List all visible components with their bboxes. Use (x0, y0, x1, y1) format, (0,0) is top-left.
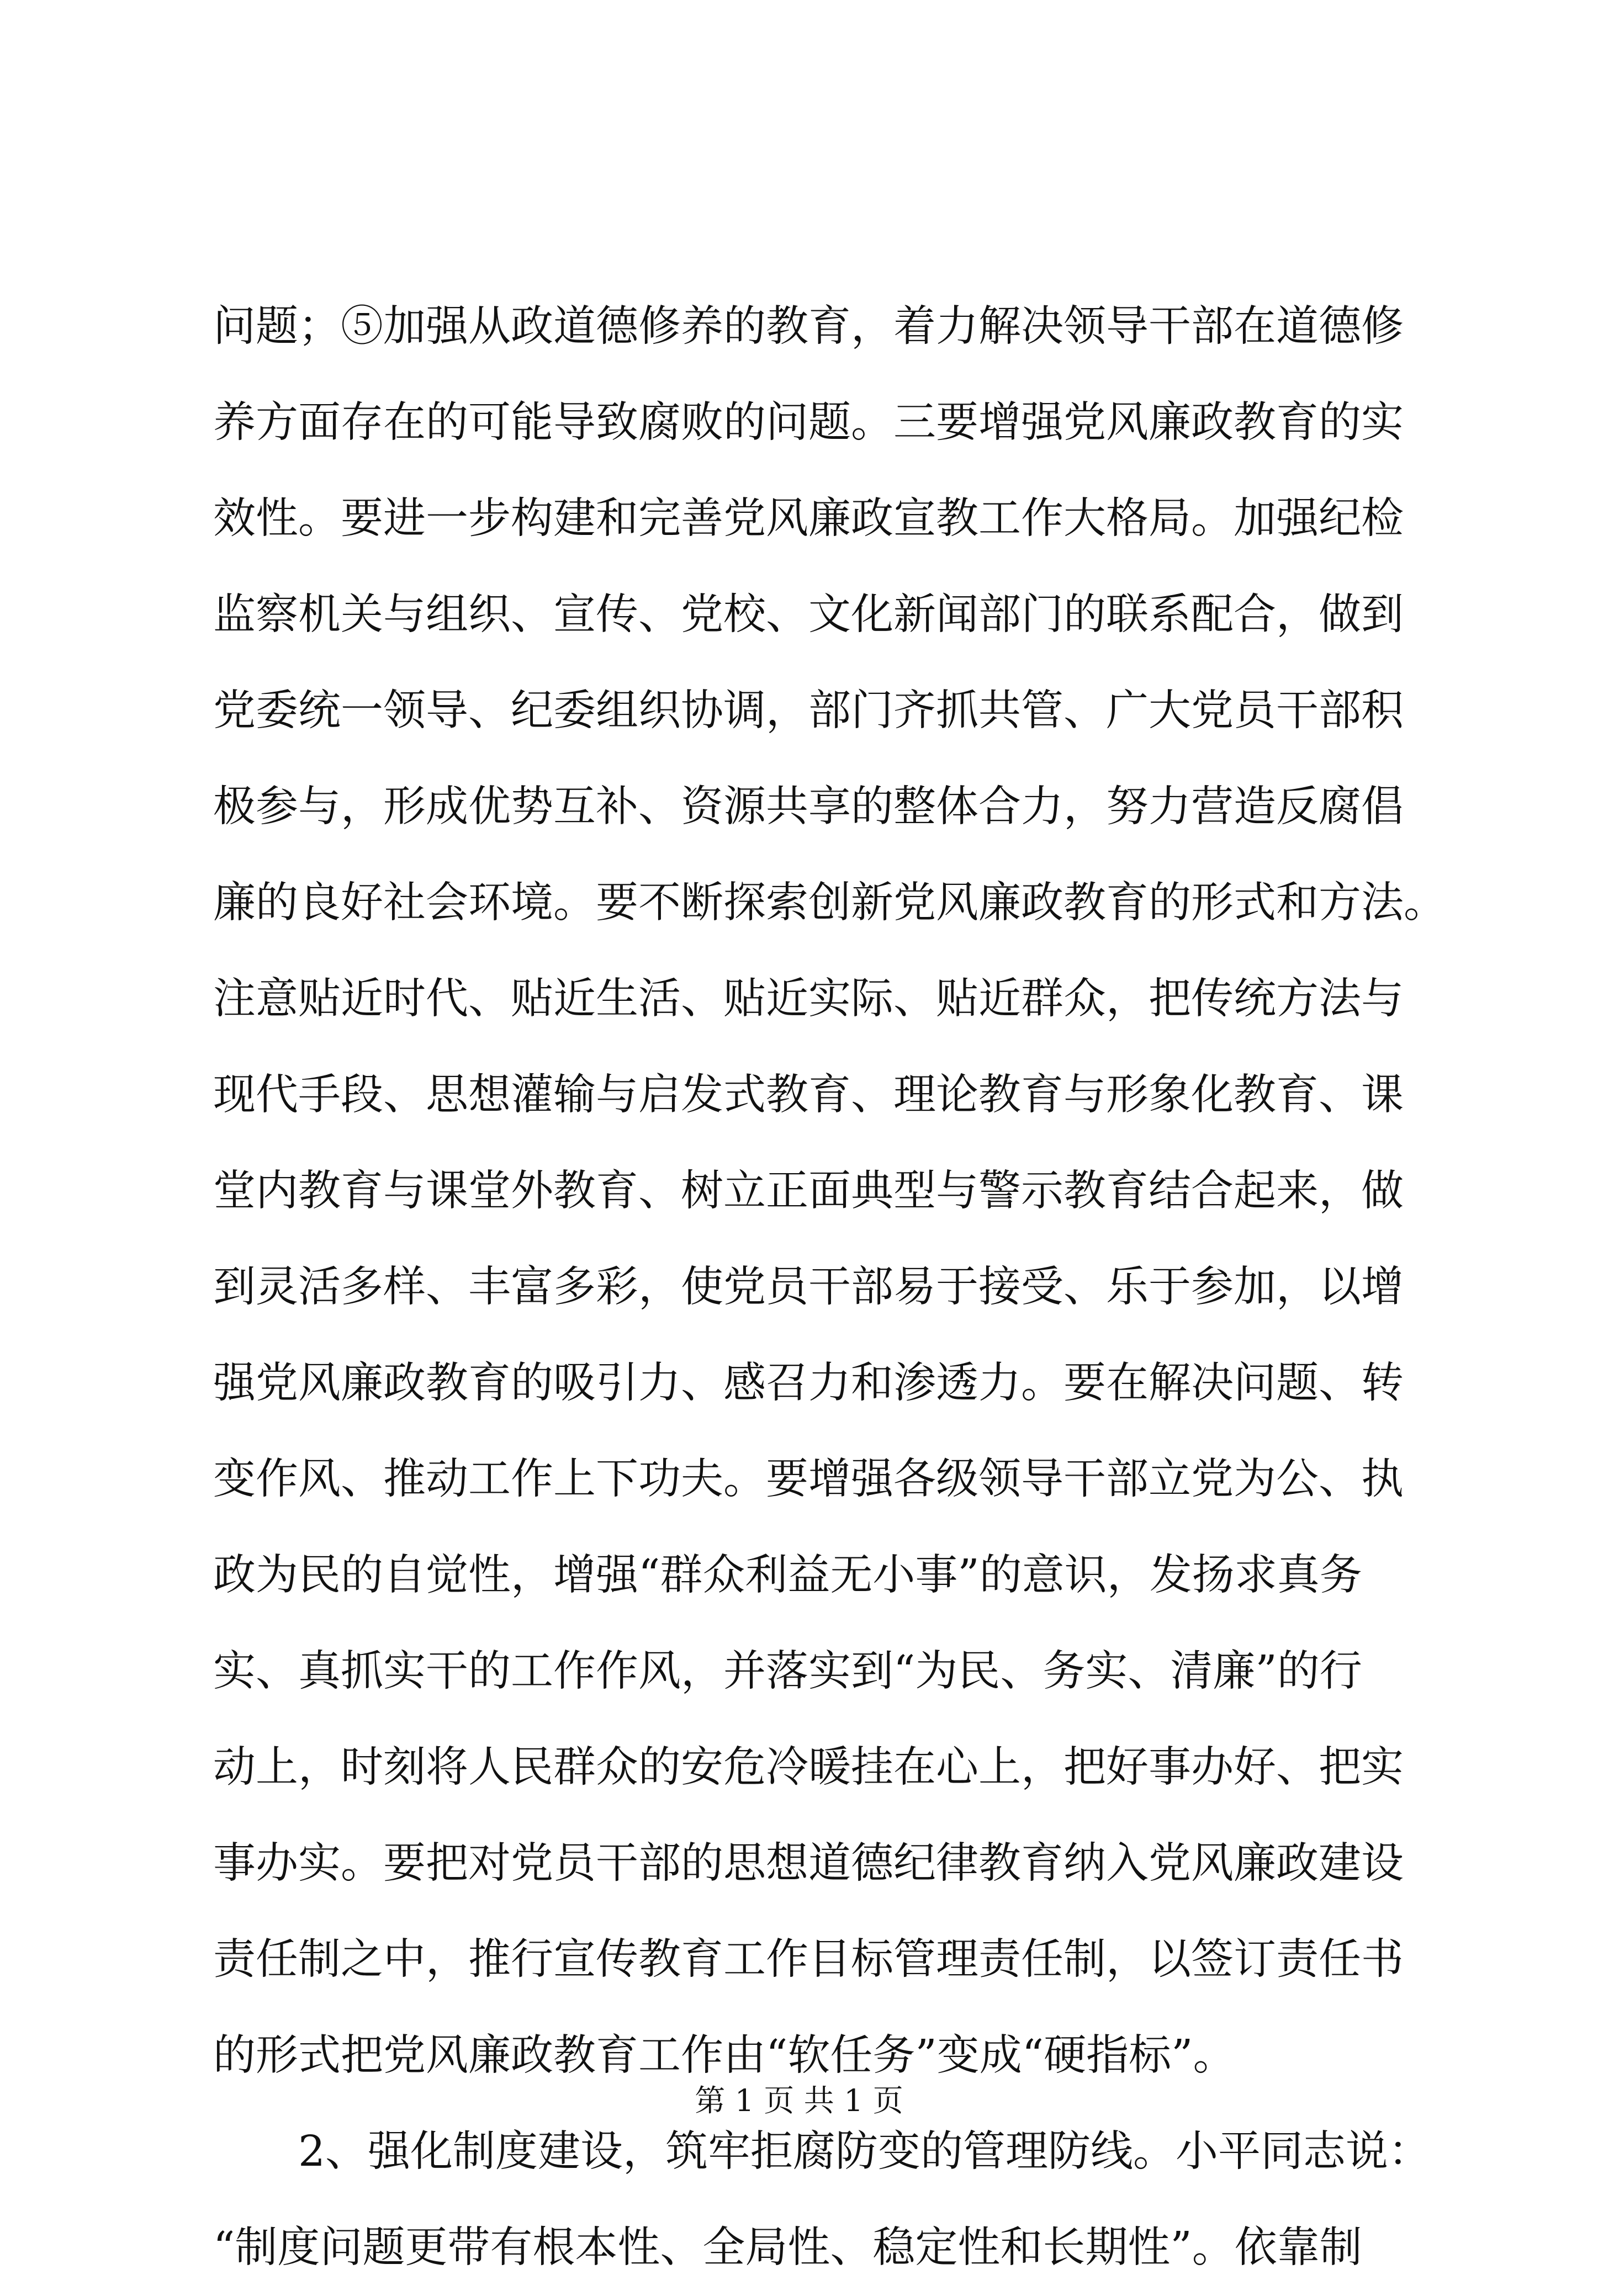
text-line: 效性。要进一步构建和完善党风廉政宣教工作大格局。加强纪检 (213, 494, 1404, 543)
page-footer (0, 2078, 1598, 2123)
text-line: 责任制之中，推行宣传教育工作目标管理责任制，以签订责任书 (213, 1935, 1404, 1984)
body-text (213, 279, 1446, 2296)
text-line: 政为民的自觉性，增强“群众利益无小事”的意识，发扬求真务 (213, 1551, 1362, 1600)
text-line: 实、真抓实干的工作作风，并落实到“为民、务实、清廉”的行 (213, 1647, 1362, 1696)
text-line: 堂内教育与课堂外教育、树立正面典型与警示教育结合起来，做 (213, 1166, 1404, 1216)
text-line: 到灵活多样、丰富多彩，使党员干部易于接受、乐于参加，以增 (213, 1263, 1404, 1312)
text-line: 变作风、推动工作上下功夫。要增强各级领导干部立党为公、执 (213, 1455, 1404, 1504)
text-line: 问题；⑤加强从政道德修养的教育，着力解决领导干部在道德修 (213, 302, 1404, 351)
text-line: 2、强化制度建设，筑牢拒腐防变的管理防线。小平同志说： (213, 2127, 1431, 2176)
text-line: 的形式把党风廉政教育工作由“软任务”变成“硬指标”。 (213, 2031, 1236, 2080)
text-line: 事办实。要把对党员干部的思想道德纪律教育纳入党风廉政建设 (213, 1839, 1404, 1888)
text-line: 动上，时刻将人民群众的安危冷暖挂在心上，把好事办好、把实 (213, 1743, 1404, 1792)
page-number-label: 第 1 页 共 1 页 (695, 2083, 903, 2118)
text-line: 现代手段、思想灌输与启发式教育、理论教育与形象化教育、课 (213, 1070, 1404, 1120)
text-line: 监察机关与组织、宣传、党校、文化新闻部门的联系配合，做到 (213, 590, 1404, 639)
text-line: 注意贴近时代、贴近生活、贴近实际、贴近群众，把传统方法与 (213, 974, 1404, 1024)
text-line: 党委统一领导、纪委组织协调，部门齐抓共管、广大党员干部积 (213, 686, 1404, 735)
text-line: 廉的良好社会环境。要不断探索创新党风廉政教育的形式和方法。 (213, 878, 1446, 927)
text-line: 强党风廉政教育的吸引力、感召力和渗透力。要在解决问题、转 (213, 1359, 1404, 1408)
text-line: “制度问题更带有根本性、全局性、稳定性和长期性”。依靠制 (213, 2223, 1362, 2272)
text-line: 养方面存在的可能导致腐败的问题。三要增强党风廉政教育的实 (213, 398, 1404, 447)
text-line: 极参与，形成优势互补、资源共享的整体合力，努力营造反腐倡 (213, 782, 1404, 831)
